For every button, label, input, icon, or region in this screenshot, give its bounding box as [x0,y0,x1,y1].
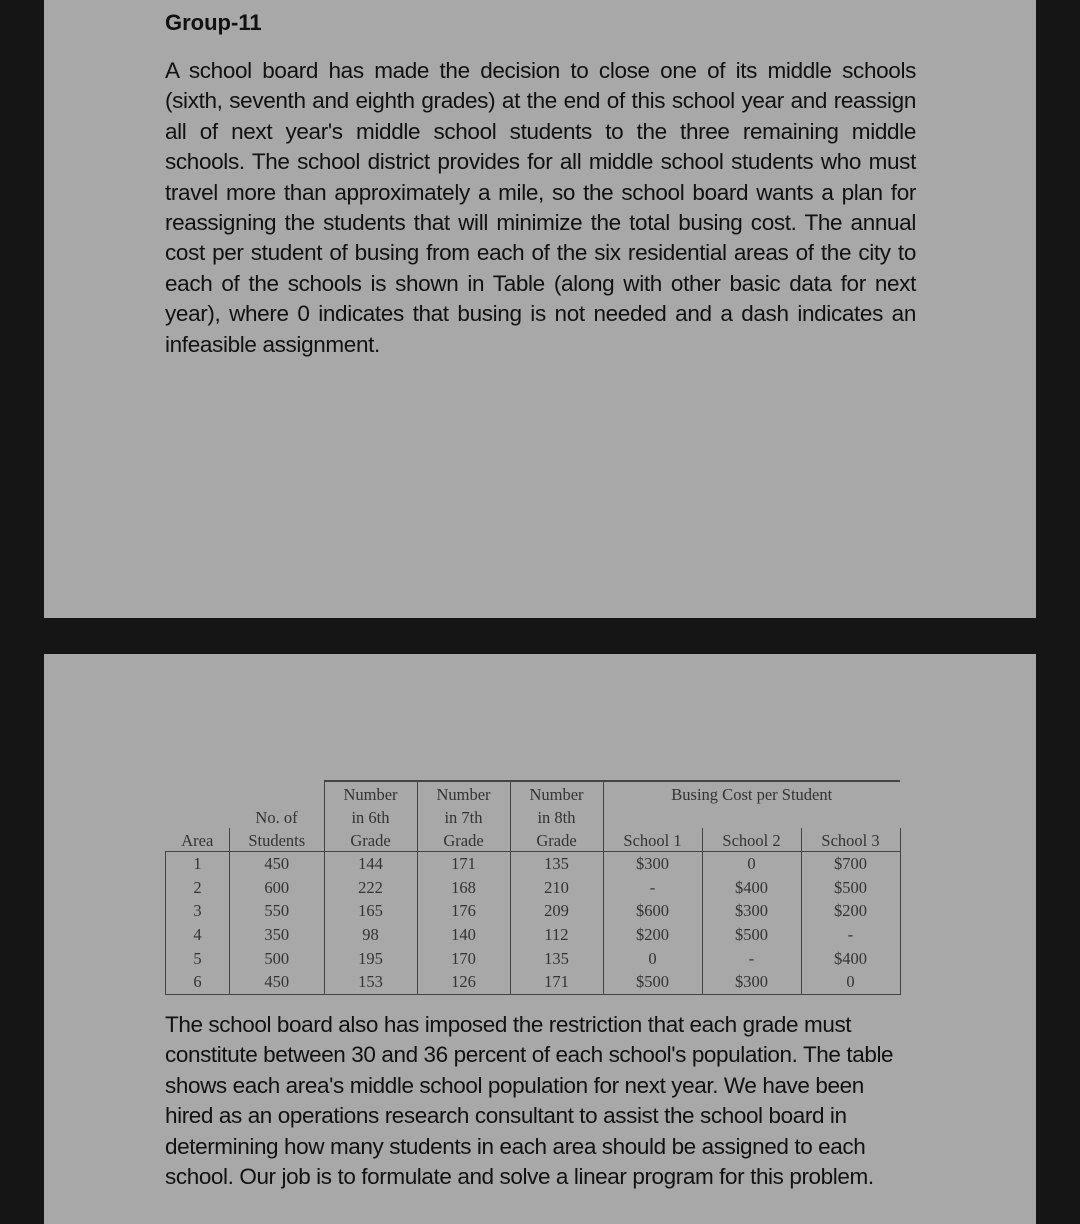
cell-school3-cost: $700 [801,852,900,876]
header-busing-cost: Busing Cost per Student [603,781,900,805]
cell-grade8: 209 [510,899,603,923]
cell-area: 4 [166,923,230,947]
header-g6-line2: in 6th [324,805,417,828]
cell-grade7: 176 [417,899,510,923]
header-students-line1: No. of [255,808,298,827]
cell-school2-cost: $500 [702,923,801,947]
cell-area: 2 [166,876,230,900]
cell-grade6: 195 [324,947,417,971]
cell-grade6: 98 [324,923,417,947]
cell-grade6: 144 [324,852,417,876]
cell-school3-cost: $400 [801,947,900,971]
cell-school2-cost: 0 [702,852,801,876]
cell-grade8: 210 [510,876,603,900]
cell-area: 1 [166,852,230,876]
header-g8-line2: in 8th [510,805,603,828]
cell-school1-cost: $300 [603,852,702,876]
cell-grade8: 135 [510,852,603,876]
cell-grade8: 171 [510,970,603,994]
header-row-3 [166,828,901,852]
cell-area: 3 [166,899,230,923]
page-bottom [44,654,1036,1224]
cell-area: 6 [166,970,230,994]
table-row [166,947,901,971]
cell-school2-cost: $300 [702,970,801,994]
page-top [44,0,1036,618]
header-g8-line3: Grade [510,828,603,852]
cell-grade7: 168 [417,876,510,900]
cell-grade7: 126 [417,970,510,994]
table-row [166,970,901,994]
table-row [166,899,901,923]
header-row-2 [166,805,901,828]
header-school-1: School 1 [603,828,702,852]
cell-students: 450 [230,852,325,876]
constraint-description: The school board also has imposed the restriction that each grade must constitute between 30 and 36 percent of each school's population. The table shows each area's middle school population for next year. We have been hired as an operations research consultant to assist the school board in determining how many students in each area should be assigned to each school. Our job is to formulate and solve a linear program for this problem. [165,1012,894,1190]
cell-school2-cost: - [702,947,801,971]
cell-school3-cost: 0 [801,970,900,994]
header-school-3: School 3 [801,828,900,852]
cell-grade7: 140 [417,923,510,947]
header-row-1 [166,781,901,805]
header-g6-line1: Number [324,781,417,805]
cell-grade8: 135 [510,947,603,971]
cell-school2-cost: $300 [702,899,801,923]
cell-grade6: 153 [324,970,417,994]
cell-school1-cost: $200 [603,923,702,947]
problem-description: A school board has made the decision to close one of its middle schools (sixth, seventh and eighth grades) at the end of this school year and reassign all of next year's middle school students to the three remaining middle schools. The school district provides for all middle school students who must travel more than approximately a mile, so the school board wants a plan for reassigning the students that will minimize the total busing cost. The annual cost per student of busing from each of the six residential areas of the city to each of the schools is shown in Table (along with other basic data for next year), where 0 indicates that busing is not needed and a dash indicates an infeasible assignment. [165,58,916,357]
cell-grade8: 112 [510,923,603,947]
data-table [165,780,901,995]
cell-grade7: 171 [417,852,510,876]
cell-students: 600 [230,876,325,900]
table-row [166,923,901,947]
cell-students: 450 [230,970,325,994]
cell-school3-cost: $500 [801,876,900,900]
cell-students: 550 [230,899,325,923]
table-row [166,876,901,900]
cell-school1-cost: $500 [603,970,702,994]
cell-students: 350 [230,923,325,947]
table-row [166,852,901,876]
cell-grade6: 165 [324,899,417,923]
header-area: Area [166,828,230,852]
header-g7-line2: in 7th [417,805,510,828]
cell-area: 5 [166,947,230,971]
header-g7-line1: Number [417,781,510,805]
cell-school1-cost: - [603,876,702,900]
cell-school1-cost: $600 [603,899,702,923]
cell-students: 500 [230,947,325,971]
header-g6-line3: Grade [324,828,417,852]
header-g7-line3: Grade [417,828,510,852]
page-title: Group-11 [165,10,262,35]
cell-school3-cost: - [801,923,900,947]
header-g8-line1: Number [510,781,603,805]
header-students-line2: Students [230,828,325,852]
cell-grade7: 170 [417,947,510,971]
header-school-2: School 2 [702,828,801,852]
cell-school3-cost: $200 [801,899,900,923]
cell-school1-cost: 0 [603,947,702,971]
cell-grade6: 222 [324,876,417,900]
cell-school2-cost: $400 [702,876,801,900]
